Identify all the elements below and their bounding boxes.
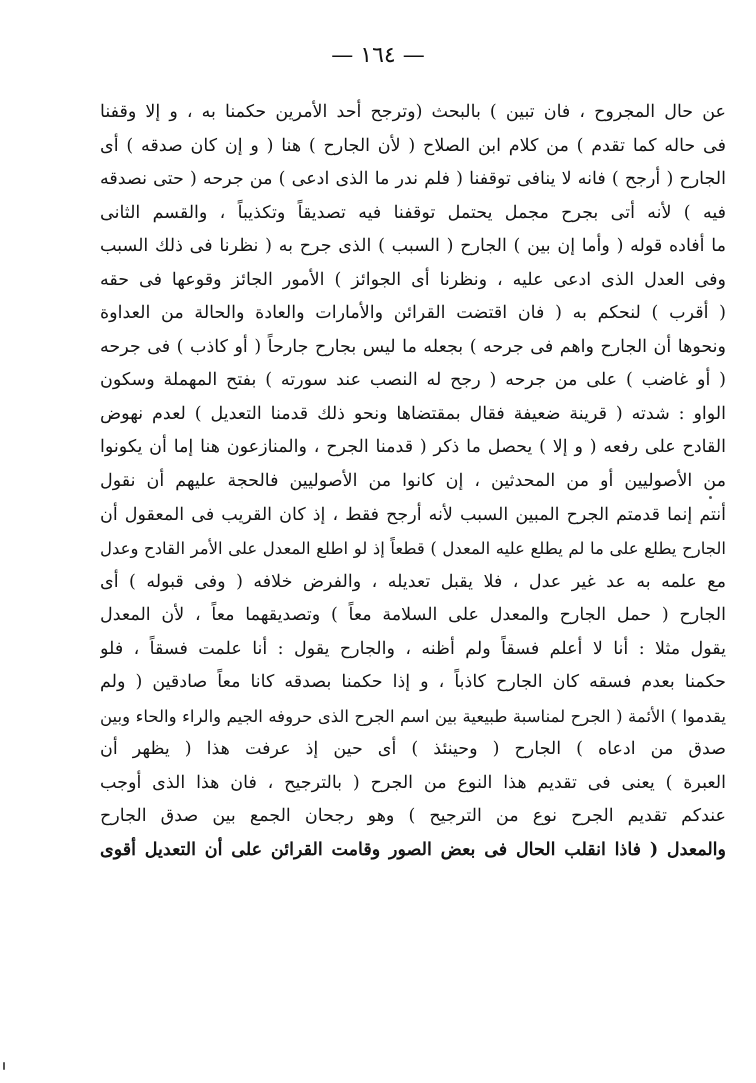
text-line: يقول مثلا : أنا لا أعلم فسقاً ولم أظنه ، والجارح يقول : أنا علمت فسقاً ، فلو [100, 638, 726, 659]
text-line: الجارح ( أرجح ) فانه لا ينافى توقفنا ( فلم ندر ما الذى ادعى ) من جرحه ( حتى نصدقه [100, 169, 726, 190]
text-line: من الأصوليين أو من المحدثين ، إن كانوا من الأصوليين فالحجة عليهم أن نقول [100, 471, 726, 492]
page-number: — ١٦٤ — [331, 43, 425, 68]
text-line: ما أفاده قوله ( وأما إن بين ) الجارح ( السبب ) الذى جرح به ( نظرنا فى ذلك السبب [100, 236, 726, 257]
text-line: حكمنا بعدم فسقه كان الجارح كاذباً ، و إذا حكمنا بصدقه كانا معاً صادقين ( ولم [100, 672, 726, 693]
text-line: القادح على رفعه ( و إلا ) يحصل ما ذكر ( قدمنا الجرح ، والمنازعون هنا إما أن يكونوا [100, 437, 726, 458]
text-line: أنتم إنما قدمتم الجرح المبين السبب لأنه أرجح فقط ، إذ كان القريب فى المعقول أن [100, 504, 726, 525]
text-line: الجارح ( حمل الجارح والمعدل على السلامة معاً ) وتصديقهما معاً ، لأن المعدل [100, 605, 726, 626]
text-line: عن حال المجروح ، فان تبين ) بالبحث (وترجح أحد الأمرين حكمنا به ، و إلا وقفنا [100, 102, 726, 122]
text-line: ( أقرب ) لنحكم به ( فان اقتضت القرائن والأمارات والعادة والحالة من العداوة [100, 303, 726, 324]
text-line: الجارح يطلع على ما لم يطلع عليه المعدل ) قطعاً إذ لو اطلع المعدل على الأمر القادح وعدل [100, 539, 726, 559]
text-line: صدق من ادعاه ) الجارح ( وحينئذ ) أى حين إذ عرفت هذا ( يظهر أن [100, 739, 726, 760]
scan-speck [709, 496, 712, 499]
text-line: ( أو غاضب ) على من جرحه ( رجح له النصب عند سورته ) بفتح المهملة وسكون [100, 370, 726, 391]
body-text [100, 96, 726, 868]
text-line: الواو : شدته ( قرينة ضعيفة فقال بمقتضاها ونحو ذلك قدمنا التعديل ) لعدم نهوض [100, 403, 726, 424]
scan-speck [3, 1062, 5, 1070]
text-line: وفى العدل الذى ادعى عليه ، ونظرنا أى الجوائز ) الأمور الجائز وقوعها فى حقه [100, 269, 726, 290]
text-line: مع علمه به عد غير عدل ، فلا يقبل تعديله ، والفرض خلافه ( وفى قبوله ) أى [100, 571, 726, 592]
text-line: والمعدل ( فاذا انقلب الحال فى بعض الصور وقامت القرائن على أن التعديل أقوى [100, 840, 726, 861]
text-line: يقدموا ) الأئمة ( الجرح لمناسبة طبيعية بين اسم الجرح الذى حروفه الجيم والراء والحاء وبين [100, 706, 726, 726]
text-line: ونحوها أن الجارح واهم فى جرحه ) بجعله ما ليس بجارح جارحاً ( أو كاذب ) فى جرحه [100, 336, 726, 357]
text-line: العبرة ) يعنى فى تقديم هذا النوع من الجرح ( بالترجيح ، فان هذا الذى أوجب [100, 772, 726, 793]
text-line: عندكم تقديم الجرح نوع من الترجيح ) وهو رجحان الجمع بين صدق الجارح [100, 806, 726, 827]
text-line: فى حاله كما تقدم ) من كلام ابن الصلاح ( لأن الجارح ) هنا ( و إن كان صدقه ) أى [100, 135, 726, 156]
text-line: فيه ) لأنه أتى بجرح مجمل يحتمل توقفنا فيه تصديقاً وتكذيباً ، والقسم الثانى [100, 202, 726, 223]
